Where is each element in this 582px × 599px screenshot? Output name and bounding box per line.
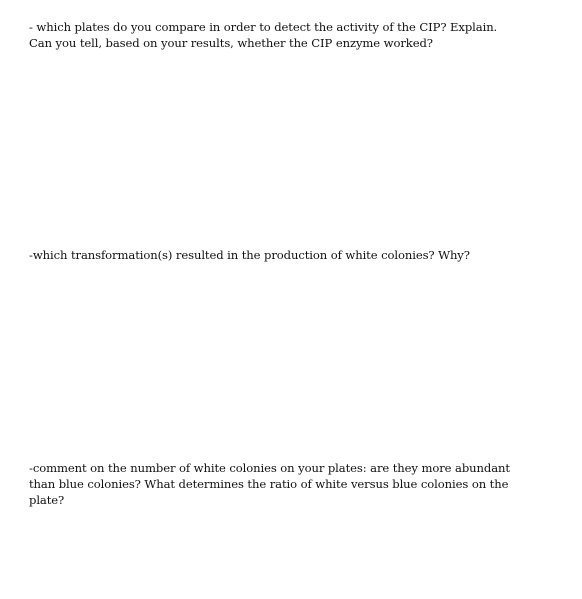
question-white-blue-ratio: -comment on the number of white colonies on your plates: are they more abundant than blue colonies? What determines the ratio of white versus blue colonies on the plate? [29, 461, 510, 507]
question-cip-activity: - which plates do you compare in order to detect the activity of the CIP? Explain. Can you tell, based on your results, whether the CIP enzyme worked? [29, 20, 498, 50]
question-white-colonies-transformation: -which transformation(s) resulted in the production of white colonies? Why? [29, 248, 470, 262]
